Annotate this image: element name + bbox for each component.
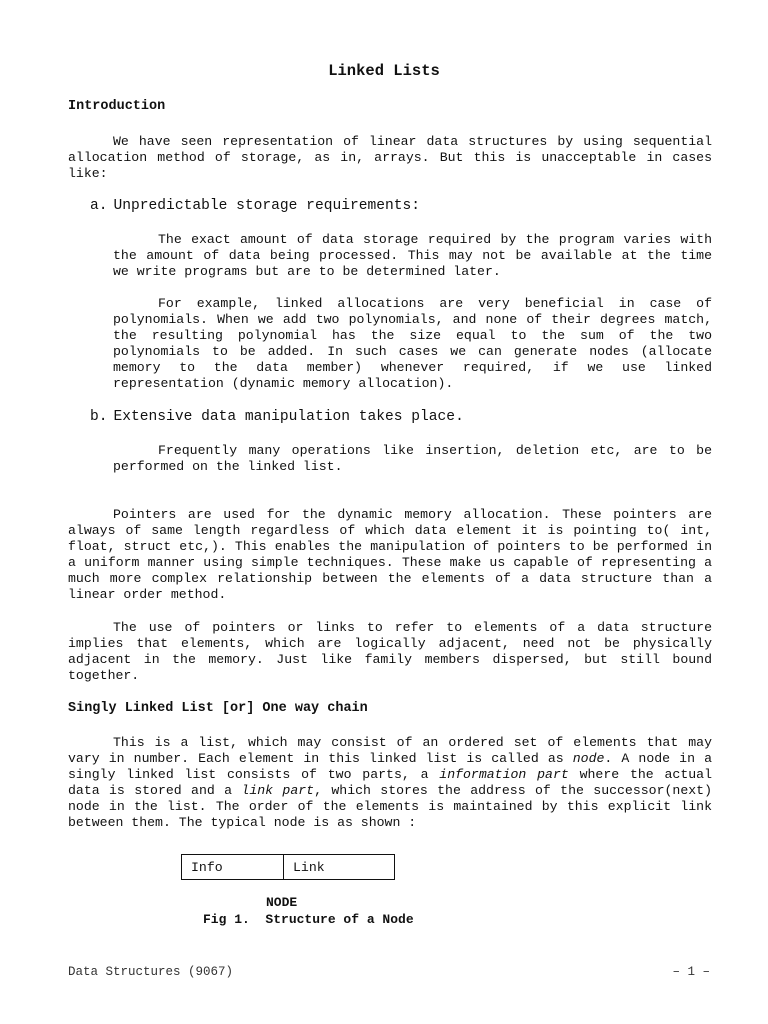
list-label-b: Extensive data manipulation takes place. bbox=[113, 409, 464, 425]
list-item-a bbox=[90, 198, 420, 214]
intro-paragraph: We have seen representation of linear data structures by using sequential allocation method of storage, as in, arrays. But this is unacceptable in cases like: bbox=[68, 134, 712, 181]
list-marker-a: a. bbox=[90, 198, 108, 214]
page-number: – 1 – bbox=[672, 965, 710, 979]
link-cell: Link bbox=[293, 859, 325, 875]
singly-linked-list-paragraph: This is a list, which may consist of an ordered set of elements that may vary in number. Each element in this linked list is called as node. A node in a singly linked list consists of two parts, a information part where the actual data is stored and a link part, which stores the address of the successor(next) node in the list. The order of the elements is maintained by this explicit link between them. The typical node is as shown : bbox=[68, 735, 713, 830]
node-term: node bbox=[572, 751, 605, 766]
introduction-heading: Introduction bbox=[68, 99, 166, 114]
links-paragraph: The use of pointers or links to refer to elements of a data structure implies that elements, which are logically adjacent, need not be physically adjacent in the memory. Just like family members dispersed, but still bound together. bbox=[68, 620, 712, 683]
node-structure-diagram bbox=[181, 854, 395, 880]
page-title: Linked Lists bbox=[328, 62, 440, 80]
item-b-paragraph: Frequently many operations like insertion, deletion etc, are to be performed on the linked list. bbox=[113, 443, 712, 474]
item-a-paragraph-1: The exact amount of data storage required by the program varies with the amount of data being processed. This may not be available at the time we write programs but are to be determined later. bbox=[113, 232, 712, 279]
figure-caption: Fig 1. Structure of a Node bbox=[203, 912, 414, 927]
item-a-paragraph-2: For example, linked allocations are very beneficial in case of polynomials. When we add two polynomials, and none of their degrees match, the resulting polynomial has the size equal to the sum of the two polynomials to be added. In such cases we can generate nodes (allocate memory to the data member) whenever required, if we use linked representation (dynamic memory allocation). bbox=[113, 296, 712, 391]
node-label: NODE bbox=[266, 895, 298, 910]
list-item-b bbox=[90, 409, 464, 425]
list-marker-b: b. bbox=[90, 409, 108, 425]
information-part-term: information part bbox=[439, 767, 569, 782]
footer-course: Data Structures (9067) bbox=[68, 965, 234, 979]
list-label-a: Unpredictable storage requirements: bbox=[113, 198, 421, 214]
info-cell: Info bbox=[182, 855, 284, 879]
link-part-term: link part bbox=[241, 783, 315, 798]
pointers-paragraph: Pointers are used for the dynamic memory allocation. These pointers are always of same length regardless of which data element it is pointing to( int, float, struct etc,). This enables the manipulation of pointers to be performed in a uniform manner using simple techniques. These make us capable of representing a much more complex relationship between the elements of a data structure than a linear order method. bbox=[68, 507, 712, 602]
singly-linked-list-heading: Singly Linked List [or] One way chain bbox=[68, 701, 368, 716]
